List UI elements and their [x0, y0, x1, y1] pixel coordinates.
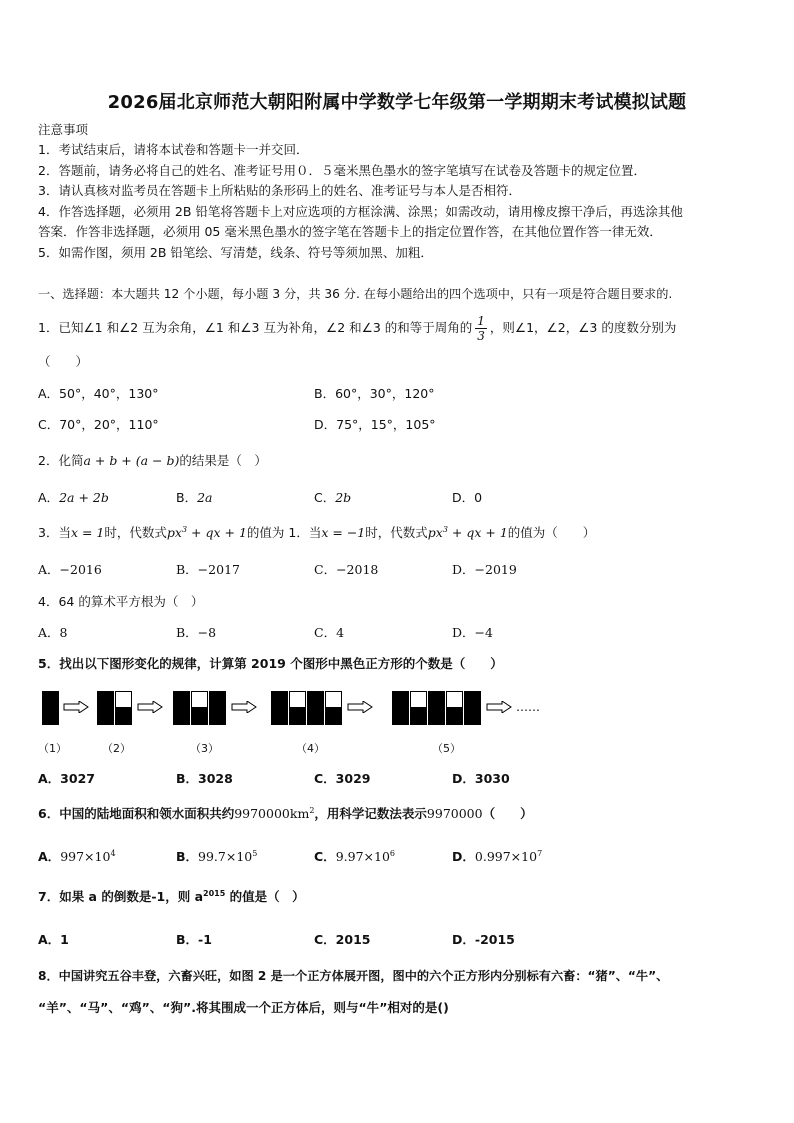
q6-stem [38, 806, 533, 822]
q6-option-b[interactable] [176, 849, 257, 865]
fig5-cell [410, 708, 427, 725]
fig5-cell [464, 691, 481, 708]
q1-option-c[interactable]: C．70°，20°，110° [38, 417, 159, 432]
q1-fraction-num: 1 [477, 314, 485, 328]
q6-option-b-value: 99.7×10 [198, 849, 253, 864]
arrow-icon [137, 701, 163, 713]
q3-x1: x = 1 [70, 525, 105, 540]
fig2-cell [115, 691, 132, 708]
q6-option-b-label: B． [176, 849, 199, 864]
fig5-cell [410, 691, 427, 708]
q3-x2: x = −1 [321, 525, 366, 540]
q6-option-d[interactable] [452, 849, 542, 865]
q5-option-b[interactable]: B．3028 [176, 771, 233, 786]
q5-pattern-figure [38, 688, 578, 758]
notice-item-4: 4．作答选择题，必须用 2B 铅笔将答题卡上对应选项的方框涂满、涂黑；如需改动，请用橡皮擦干净后，再选涂其他 [38, 204, 683, 219]
notice-item-3: 3．请认真核对监考员在答题卡上所粘贴的条形码上的姓名、准考证号与本人是否相符． [38, 183, 521, 198]
q5-option-c[interactable]: C．3029 [314, 771, 371, 786]
q1-option-a[interactable]: A．50°，40°，130° [38, 386, 159, 401]
q6-option-d-sup: 7 [537, 848, 543, 858]
fig3-cell [173, 691, 190, 708]
fig5-cell [446, 708, 463, 725]
q3-expression-2 [428, 525, 508, 540]
q3-stem-3: 的值为 1．当 [246, 525, 322, 540]
fig5-label: （5） [432, 742, 461, 755]
notice-item-2: 2．答题前，请务必将自己的姓名、准考证号用０．５毫米黑色墨水的签字笔填写在试卷及答题卡的规定位置． [38, 163, 646, 178]
q3-stem [38, 525, 595, 541]
q7-stem-b: 的值是（ ） [225, 889, 305, 904]
q4-option-a[interactable]: A．8 [38, 625, 68, 640]
q2-option-a-label: A． [38, 490, 60, 505]
q2-option-d-value: 0 [474, 490, 483, 505]
fig4-cell [325, 708, 342, 725]
fig4-cell [307, 691, 324, 708]
q2-option-d[interactable] [452, 490, 482, 506]
q2-option-a-value: 2a + 2b [59, 490, 109, 505]
q7-option-d[interactable]: D．-2015 [452, 932, 515, 947]
q4-stem: 4．64 的算术平方根为（ ） [38, 594, 204, 609]
fig3-cell [209, 708, 226, 725]
fig4-label: （4） [296, 742, 325, 755]
fig3-cell [191, 708, 208, 725]
q2-option-c[interactable] [314, 490, 351, 506]
notice-item-5: 5．如需作图，须用 2B 铅笔绘、写清楚，线条、符号等须加黑、加粗． [38, 245, 433, 260]
q3-option-d[interactable]: D．−2019 [452, 562, 517, 577]
q2-option-c-label: C． [314, 490, 336, 505]
q7-stem-a: 7．如果 a 的倒数是-1，则 a [38, 889, 204, 904]
q2-option-a[interactable] [38, 490, 109, 506]
fig5-cell [392, 691, 409, 708]
q6-stem-a: 6．中国的陆地面积和领水面积共约 [38, 806, 235, 821]
q5-option-a[interactable]: A．3027 [38, 771, 95, 786]
fig4-cell [289, 708, 306, 725]
q5-option-d[interactable]: D．3030 [452, 771, 510, 786]
q7-option-a[interactable]: A．1 [38, 932, 69, 947]
pattern-ellipsis: …… [516, 700, 540, 714]
q6-option-d-label: D． [452, 849, 475, 864]
q6-area [234, 806, 314, 821]
arrow-icon [486, 701, 512, 713]
fig5-cell [392, 708, 409, 725]
q3-option-c[interactable]: C．−2018 [314, 562, 379, 577]
fig4-cell [325, 691, 342, 708]
fig2-cell [97, 708, 114, 725]
q5-stem: 5．找出以下图形变化的规律，计算第 2019 个图形中黑色正方形的个数是（ ） [38, 656, 503, 671]
q6-option-b-sup: 5 [252, 848, 258, 858]
q4-option-c[interactable]: C．4 [314, 625, 345, 640]
q1-stem-b: ，则∠1，∠2，∠3 的度数分别为 [489, 320, 677, 335]
q6-stem-c: （ ） [482, 806, 533, 821]
fig4-cell [307, 708, 324, 725]
fig4-cell [271, 708, 288, 725]
q6-option-d-value: 0.997×10 [474, 849, 538, 864]
fig5-cell [428, 691, 445, 708]
q6-number: 9970000 [426, 806, 483, 821]
q3-stem-4: 时，代数式 [365, 525, 428, 540]
q3-expression-1 [167, 525, 247, 540]
arrow-icon [347, 701, 373, 713]
q1-paren: （ ） [38, 354, 89, 369]
q6-area-value: 9970000km [234, 806, 310, 821]
q6-option-a-label: A． [38, 849, 61, 864]
fig5-cell [464, 708, 481, 725]
q6-option-c-value: 9.97×10 [335, 849, 390, 864]
q2-option-b-label: B． [176, 490, 198, 505]
q3-expr-1-sup: 3 [181, 524, 188, 534]
q3-stem-2: 时，代数式 [104, 525, 167, 540]
q3-stem-1: 3．当 [38, 525, 71, 540]
q7-stem [38, 889, 305, 905]
q7-option-b[interactable]: B．-1 [176, 932, 212, 947]
q6-stem-b: ，用科学记数法表示 [314, 806, 427, 821]
q4-option-d[interactable]: D．−4 [452, 625, 493, 640]
fig1-cell-bottom [42, 708, 59, 725]
section-heading: 一、选择题：本大题共 12 个小题，每小题 3 分，共 36 分. 在每小题给出的四个选项中，只有一项是符合题目要求的. [38, 287, 673, 301]
q4-option-b[interactable]: B．−8 [176, 625, 217, 640]
q2-option-c-value: 2b [335, 490, 352, 505]
q8-stem-line2: “羊”、“马”、“鸡”、“狗”.将其围成一个正方体后，则与“牛”相对的是() [38, 1000, 449, 1015]
q3-expr-2-sup: 3 [442, 524, 448, 534]
q7-exponent: 2015 [203, 888, 226, 898]
q6-option-a[interactable] [38, 849, 116, 865]
q3-option-b[interactable]: B．−2017 [176, 562, 240, 577]
fig3-cell [191, 691, 208, 708]
fig2-label: （2） [102, 742, 131, 755]
q6-option-c[interactable] [314, 849, 395, 865]
fig2-cell [115, 708, 132, 725]
q3-stem-5: 的值为（ ） [507, 525, 596, 540]
fig3-cell [173, 708, 190, 725]
q6-option-a-value: 997×10 [60, 849, 111, 864]
q3-expr-1b: + qx + 1 [187, 525, 247, 540]
q6-option-c-label: C． [314, 849, 336, 864]
fig5-cell [446, 691, 463, 708]
q1-fraction-den: 3 [477, 329, 485, 343]
q3-expr-2b: + qx + 1 [447, 525, 508, 540]
q1-stem-a: 1．已知∠1 和∠2 互为余角，∠1 和∠3 互为补角，∠2 和∠3 的和等于周角的 [38, 320, 473, 335]
q1-stem [38, 313, 676, 343]
fig3-label: （3） [190, 742, 219, 755]
q1-option-b[interactable]: B．60°，30°，120° [314, 386, 435, 401]
notice-item-4-cont: 答案．作答非选择题，必须用 05 毫米黑色墨水的签字笔在答题卡上的指定位置作答，在其他位置作答一律无效． [38, 224, 662, 239]
q2-option-b-value: 2a [197, 490, 213, 505]
fig5-cell [428, 708, 445, 725]
q2-stem [38, 453, 267, 469]
q6-option-a-sup: 4 [110, 848, 116, 858]
fig4-cell [271, 691, 288, 708]
q7-option-c[interactable]: C．2015 [314, 932, 371, 947]
fig2-cell [97, 691, 114, 708]
q2-option-d-label: D． [452, 490, 475, 505]
fig1-cell-top [42, 691, 59, 708]
arrow-icon [63, 701, 89, 713]
q6-option-c-sup: 6 [389, 848, 395, 858]
notice-item-1: 1．考试结束后，请将本试卷和答题卡一并交回． [38, 142, 309, 157]
q2-option-b[interactable] [176, 490, 212, 506]
page-title: 2026届北京师范大朝阳附属中学数学七年级第一学期期末考试模拟试题 [107, 92, 687, 113]
q1-fraction [475, 314, 487, 343]
q3-option-a[interactable]: A．−2016 [38, 562, 102, 577]
fig3-cell [209, 691, 226, 708]
q1-option-d[interactable]: D．75°，15°，105° [314, 417, 436, 432]
q8-stem-line1: 8．中国讲究五谷丰登，六畜兴旺，如图 2 是一个正方体展开图，图中的六个正方形内分别标有六畜：“猪”、“牛”、 [38, 969, 669, 983]
fig1-label: （1） [38, 742, 67, 755]
arrow-icon [231, 701, 257, 713]
q2-stem-b: 的结果是（ ） [179, 453, 267, 468]
q6-area-sup: 2 [309, 805, 315, 815]
q2-stem-a: 2．化简 [38, 453, 84, 468]
q3-expr-1a: px [166, 525, 182, 540]
q2-expression: a + b + (a − b) [83, 453, 180, 468]
notice-heading: 注意事项 [38, 122, 89, 137]
fig4-cell [289, 691, 306, 708]
q3-expr-2a: px [427, 525, 443, 540]
